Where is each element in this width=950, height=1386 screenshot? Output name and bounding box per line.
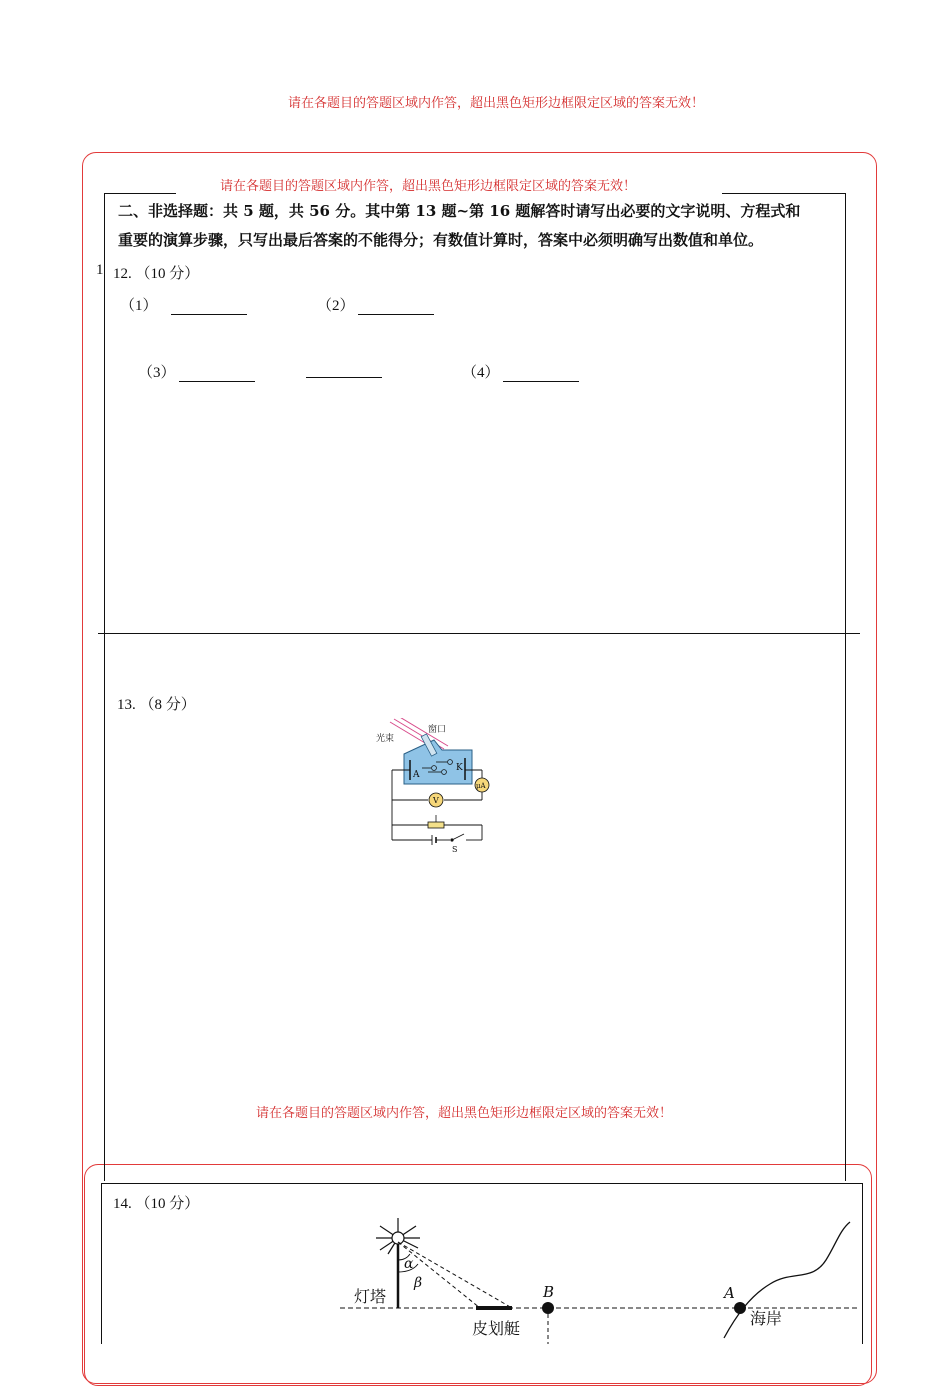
q12-part2-label: （2） (317, 298, 355, 314)
cathode-label: K (456, 763, 463, 773)
alpha-label: α (404, 1256, 414, 1272)
box-top-left (104, 193, 176, 194)
q14-box-top (101, 1183, 863, 1184)
warning-top: 请在各题目的答题区域内作答，超出黑色矩形边框限定区域的答案无效！ (288, 96, 705, 111)
q14-header: 14. （10 分） (113, 1196, 200, 1212)
stray-mark: 1 (96, 262, 104, 278)
point-a-label: A (724, 1284, 735, 1302)
microammeter-label: μA (476, 782, 486, 790)
q12-part2-blank[interactable] (358, 300, 434, 315)
q12-part4 (462, 361, 579, 382)
coast-label: 海岸 (750, 1309, 783, 1328)
q14-box-right (862, 1183, 863, 1344)
q12-part4-blank[interactable] (503, 367, 579, 382)
q12-part4-label: （4） (462, 365, 500, 381)
divider-q12-q13 (98, 633, 860, 634)
warning-frame-top: 请在各题目的答题区域内作答，超出黑色矩形边框限定区域的答案无效！ (220, 179, 637, 194)
window-label: 窗口 (428, 725, 447, 735)
section-instructions (118, 197, 843, 255)
q12-part1 (120, 294, 247, 315)
box-left (104, 193, 105, 1181)
q12-header: 12. （10 分） (113, 266, 200, 282)
box-right (845, 193, 846, 1181)
q12-part1-blank[interactable] (171, 300, 247, 315)
kayak-label: 皮划艇 (472, 1319, 521, 1338)
warning-bottom: 请在各题目的答题区域内作答，超出黑色矩形边框限定区域的答案无效！ (256, 1106, 673, 1121)
lighthouse-figure (340, 1212, 860, 1344)
switch-label: S (452, 845, 458, 854)
voltmeter-label: V (433, 796, 439, 805)
q12-part1-label: （1） (120, 298, 158, 314)
q12-part3-blank[interactable] (179, 367, 255, 382)
section-line-1: 二、非选择题：共 5 题，共 56 分。其中第 13 题~第 16 题解答时请写出必要的文字说明、方程式和 (118, 202, 801, 220)
q14-box-left (101, 1183, 102, 1344)
photoelectric-circuit-figure (370, 718, 500, 856)
q12-part3 (138, 361, 255, 382)
box-top-right (722, 193, 846, 194)
section-line-2: 重要的演算步骤，只写出最后答案的不能得分；有数值计算时，答案中必须明确写出数值和单位。 (118, 231, 764, 249)
q12-part2 (317, 294, 434, 315)
q12-part3b (306, 361, 382, 378)
beam-label: 光束 (376, 734, 395, 744)
anode-label: A (413, 770, 420, 780)
beta-label: β (414, 1275, 423, 1291)
q12-part3-label: （3） (138, 365, 176, 381)
q12-part3b-blank[interactable] (306, 363, 382, 378)
point-b-label: B (543, 1283, 555, 1301)
q13-header: 13. （8 分） (117, 697, 196, 713)
lighthouse-label: 灯塔 (354, 1287, 387, 1306)
